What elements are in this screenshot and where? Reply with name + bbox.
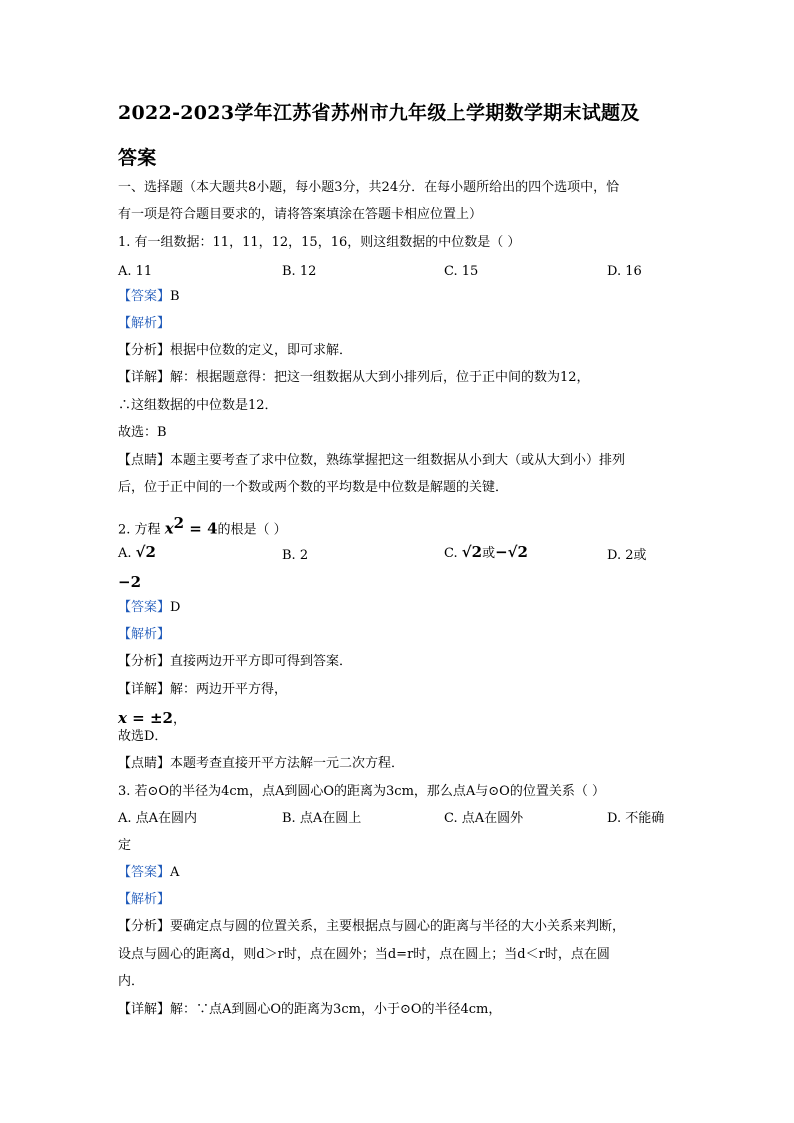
q1-fenxi-line <box>118 343 352 359</box>
q2-option-c-or: 或 <box>482 546 496 561</box>
q2-choose: 故选D． <box>118 729 168 744</box>
q3-option-d: D. 不能确 <box>607 811 665 826</box>
q2-stem-exp: 2 <box>173 514 185 532</box>
q3-fenxi: 要确定点与圆的位置关系，主要根据点与圆心的距离与半径的大小关系来判断， <box>170 919 626 934</box>
fenxi-tag: 【分析】 <box>118 654 171 669</box>
q2-fenxi-line <box>118 654 352 670</box>
analysis-tag: 【解析】 <box>118 316 171 331</box>
analysis-tag: 【解析】 <box>118 627 171 642</box>
q1-stem: 1. 有一组数据：11，11，12，15，16，则这组数据的中位数是（ ） <box>118 235 521 250</box>
q2-result <box>118 710 186 728</box>
q1-option-d: D. 16 <box>607 264 642 279</box>
q1-option-a: A. 11 <box>118 264 153 279</box>
q2-fenxi: 直接两边开平方即可得到答案． <box>170 654 353 669</box>
q1-option-c: C. 15 <box>444 264 479 279</box>
q3-option-a: A. 点A在圆内 <box>118 811 198 826</box>
xiangjie-tag: 【详解】 <box>118 1002 171 1017</box>
q1-fenxi: 根据中位数的定义，即可求解． <box>170 343 353 358</box>
q2-result-rest: = ±2 <box>126 709 173 727</box>
q2-xiangjie: 解：两边开平方得， <box>170 682 288 697</box>
q2-option-c-math2: −√2 <box>495 543 528 561</box>
section-header-line2: 有一项是符合题目要求的，请将答案填涂在答题卡相应位置上） <box>118 207 483 222</box>
q2-answer-line <box>118 600 180 616</box>
q2-dianjing-line <box>118 756 404 772</box>
q2-option-d-wrap: −2 <box>118 573 142 591</box>
answer-tag: 【答案】 <box>118 600 171 615</box>
q2-stem-suffix: 的根是（ ） <box>217 522 287 538</box>
doc-title-line1: 2022-2023学年江苏省苏州市九年级上学期数学期末试题及 <box>118 102 640 124</box>
q1-choose: 故选：B <box>118 425 167 440</box>
q1-xiangjie-line2: ∴这组数据的中位数是12． <box>118 398 278 413</box>
q1-xiangjie-line <box>118 370 590 386</box>
q2-option-a-label: A. <box>118 546 132 561</box>
q2-option-d: D. 2或 <box>607 548 647 563</box>
q2-answer: D <box>170 600 181 615</box>
q2-option-c-label: C. <box>444 546 458 561</box>
q1-dianjing-line <box>118 453 625 469</box>
q2-result-x: x <box>118 709 127 727</box>
q1-xiangjie: 解：根据题意得：把这一组数据从大到小排列后，位于正中间的数为12， <box>170 370 590 385</box>
q3-answer-line <box>118 865 179 881</box>
section-header-line1: 一、选择题（本大题共8小题，每小题3分，共24分．在每小题所给出的四个选项中，恰 <box>118 180 620 195</box>
answer-tag: 【答案】 <box>118 289 171 304</box>
q3-option-b: B. 点A在圆上 <box>282 811 362 826</box>
fenxi-tag: 【分析】 <box>118 919 171 934</box>
q2-option-a <box>118 544 156 562</box>
q3-fenxi-line <box>118 919 625 935</box>
q3-answer: A <box>170 865 180 880</box>
q3-xiangjie: 解：∵点A到圆心O的距离为3cm，小于⊙O的半径4cm， <box>170 1002 502 1017</box>
q1-analysis-line <box>118 316 170 332</box>
q3-fenxi-line3: 内． <box>118 974 145 989</box>
q2-option-b: B. 2 <box>282 548 309 563</box>
q2-stem-x: x <box>164 519 174 538</box>
answer-tag: 【答案】 <box>118 865 171 880</box>
fenxi-tag: 【分析】 <box>118 343 171 358</box>
q3-xiangjie-line <box>118 1002 501 1018</box>
dianjing-tag: 【点睛】 <box>118 453 171 468</box>
q2-option-a-math: √2 <box>135 543 156 561</box>
q2-analysis-line <box>118 627 170 643</box>
q1-answer: B <box>170 289 180 304</box>
dianjing-tag: 【点睛】 <box>118 756 171 771</box>
q1-dianjing: 本题主要考查了求中位数，熟练掌握把这一组数据从小到大（或从大到小）排列 <box>170 453 626 468</box>
xiangjie-tag: 【详解】 <box>118 682 171 697</box>
q2-option-c-math1: √2 <box>461 543 483 561</box>
doc-title-line2: 答案 <box>118 147 157 169</box>
q3-option-d-wrap: 定 <box>118 838 132 853</box>
q1-option-b: B. 12 <box>282 264 317 279</box>
q3-analysis-line <box>118 892 170 908</box>
q2-stem-eq: = 4 <box>184 519 218 538</box>
q3-stem: 3. 若⊙O的半径为4cm，点A到圆心O的距离为3cm，那么点A与⊙O的位置关系（ ） <box>118 784 605 799</box>
q2-dianjing: 本题考查直接开平方法解一元二次方程． <box>170 756 405 771</box>
q2-option-c <box>444 544 528 562</box>
q2-stem <box>118 515 287 538</box>
q1-answer-line <box>118 289 180 305</box>
analysis-tag: 【解析】 <box>118 892 171 907</box>
q2-xiangjie-line <box>118 682 287 698</box>
q1-dianjing-line2: 后，位于正中间的一个数或两个数的平均数是中位数是解题的关键． <box>118 480 509 495</box>
q2-result-comma: ， <box>172 712 186 727</box>
xiangjie-tag: 【详解】 <box>118 370 171 385</box>
q3-fenxi-line2: 设点与圆心的距离d，则d＞r时，点在圆外；当d=r时，点在圆上；当d＜r时，点在圆 <box>118 947 610 962</box>
q3-option-c: C. 点A在圆外 <box>444 811 524 826</box>
q2-stem-prefix: 2. 方程 <box>118 522 161 538</box>
